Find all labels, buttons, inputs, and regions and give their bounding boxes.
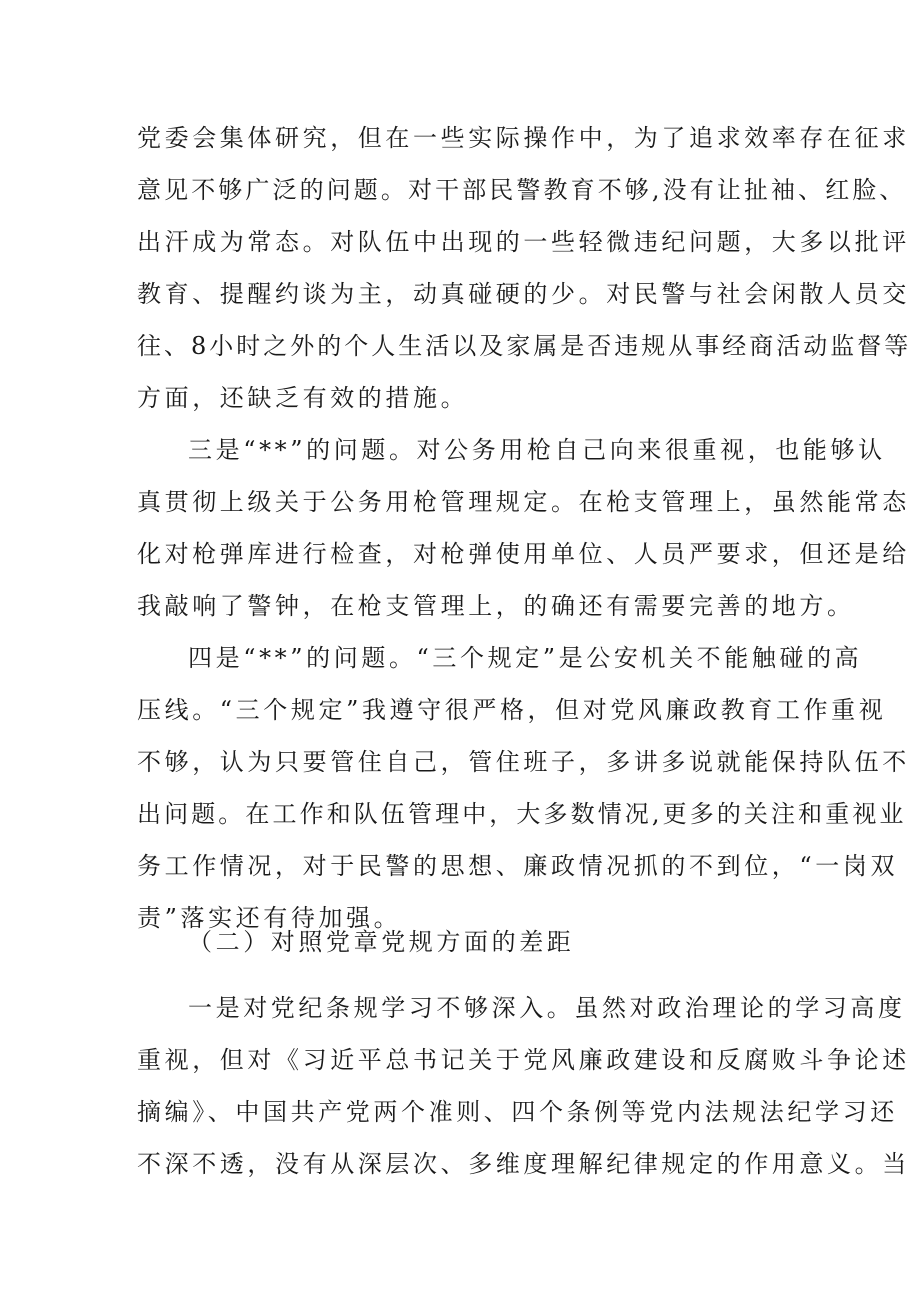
text-line: 往、8小时之外的个人生活以及家属是否违规从事经商活动监督等 [137, 332, 912, 360]
paragraph-first-line: 一是对党纪条规学习不够深入。虽然对政治理论的学习高度 [188, 994, 906, 1022]
text-line: 摘编》、中国共产党两个准则、四个条例等党内法规法纪学习还 [137, 1098, 898, 1126]
text-line: 重视，但对《习近平总书记关于党风廉政建设和反腐败斗争论述 [137, 1046, 910, 1074]
text-line: 不够，认为只要管住自己，管住班子，多讲多说就能保持队伍不 [137, 748, 910, 776]
text-line: 意见不够广泛的问题。对干部民警教育不够,没有让扯袖、红脸、 [137, 176, 907, 204]
text-line: 务工作情况，对于民警的思想、廉政情况抓的不到位，“一岗双 [137, 852, 899, 880]
text-line: 压线。“三个规定”我遵守很严格，但对党风廉政教育工作重视 [137, 696, 887, 724]
text-line: 化对枪弹库进行检查，对枪弹使用单位、人员严要求，但还是给 [137, 540, 910, 568]
text-line: 出汗成为常态。对队伍中出现的一些轻微违纪问题，大多以批评 [137, 228, 910, 256]
text-line: 出问题。在工作和队伍管理中，大多数情况,更多的关注和重视业 [137, 800, 907, 828]
paragraph-first-line: 四是“**”的问题。“三个规定”是公安机关不能触碰的高 [188, 644, 863, 672]
text-line: 党委会集体研究，但在一些实际操作中，为了追求效率存在征求 [137, 124, 910, 152]
text-line: 我敲响了警钟，在枪支管理上，的确还有需要完善的地方。 [137, 592, 855, 620]
section-heading: （二）对照党章党规方面的差距 [188, 928, 575, 956]
text-line: 方面，还缺乏有效的措施。 [137, 384, 469, 412]
paragraph-first-line: 三是“**”的问题。对公务用枪自己向来很重视，也能够认 [188, 436, 886, 464]
text-line: 教育、提醒约谈为主，动真碰硬的少。对民警与社会闲散人员交 [137, 280, 910, 308]
text-line: 真贯彻上级关于公务用枪管理规定。在枪支管理上，虽然能常态 [137, 488, 910, 516]
text-line: 不深不透，没有从深层次、多维度理解纪律规定的作用意义。当 [137, 1150, 910, 1178]
text-line: 责”落实还有待加强。 [137, 904, 402, 932]
